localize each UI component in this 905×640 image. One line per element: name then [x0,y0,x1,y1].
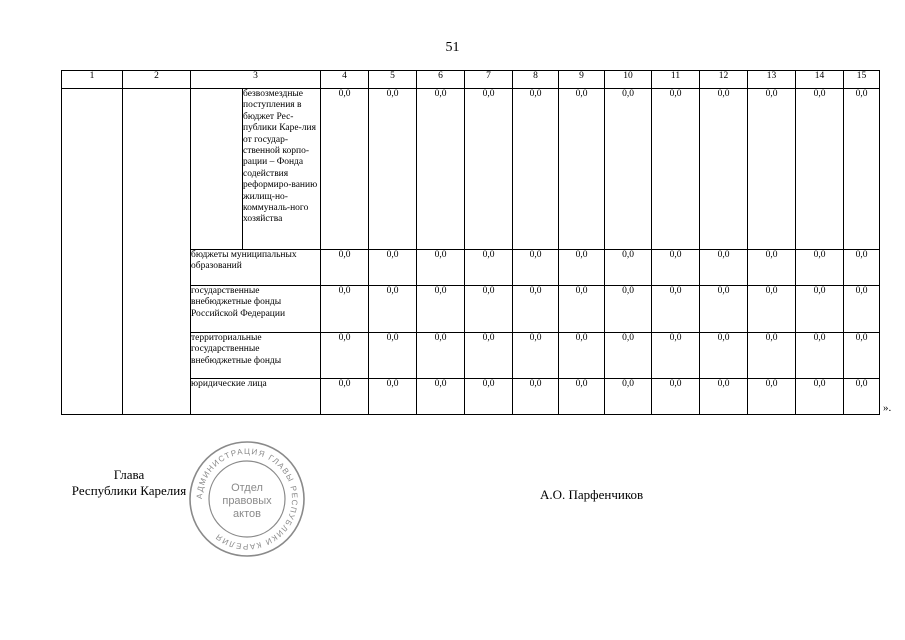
page-number: 51 [445,40,460,55]
value-cell: 0,0 [559,379,605,415]
value-cell: 0,0 [559,333,605,379]
value-cell: 0,0 [369,250,417,286]
value-cell: 0,0 [321,379,369,415]
row-label: территориальные государственные внебюджетные фонды [191,333,321,379]
value-cell: 0,0 [465,379,513,415]
value-cell: 0,0 [513,286,559,333]
value-cell: 0,0 [844,379,880,415]
row-label: государственные внебюджетные фонды Российской Федерации [191,286,321,333]
value-cell: 0,0 [559,89,605,250]
value-cell: 0,0 [465,250,513,286]
header-cell: 2 [123,71,191,89]
value-cell: 0,0 [605,89,652,250]
value-cell: 0,0 [652,286,700,333]
header-cell: 4 [321,71,369,89]
value-cell: 0,0 [369,89,417,250]
value-cell: 0,0 [748,286,796,333]
stamp-center-line3: актов [233,508,261,520]
value-cell: 0,0 [844,286,880,333]
value-cell: 0,0 [321,89,369,250]
header-cell: 9 [559,71,605,89]
stamp-ring-text: АДМИНИСТРАЦИЯ ГЛАВЫ РЕСПУБЛИКИ КАРЕЛИЯ [194,446,300,552]
value-cell: 0,0 [748,250,796,286]
value-cell: 0,0 [369,379,417,415]
value-cell: 0,0 [700,379,748,415]
header-cell: 12 [700,71,748,89]
value-cell: 0,0 [559,250,605,286]
value-cell: 0,0 [796,286,844,333]
value-cell: 0,0 [748,379,796,415]
value-cell: 0,0 [417,379,465,415]
header-cell: 10 [605,71,652,89]
empty-cell-col1 [62,89,123,415]
value-cell: 0,0 [417,286,465,333]
header-row [62,71,880,89]
value-cell: 0,0 [417,333,465,379]
value-cell: 0,0 [369,333,417,379]
value-cell: 0,0 [652,379,700,415]
value-cell: 0,0 [605,333,652,379]
header-cell: 7 [465,71,513,89]
value-cell: 0,0 [513,89,559,250]
value-cell: 0,0 [605,286,652,333]
value-cell: 0,0 [796,89,844,250]
value-cell: 0,0 [748,333,796,379]
value-cell: 0,0 [321,333,369,379]
signatory-title [62,467,196,499]
value-cell: 0,0 [652,89,700,250]
value-cell: 0,0 [796,379,844,415]
stamp-center-line1: Отдел [231,482,263,494]
header-cell: 14 [796,71,844,89]
value-cell: 0,0 [465,333,513,379]
header-cell: 6 [417,71,465,89]
value-cell: 0,0 [796,333,844,379]
stamp-center-line2: правовых [222,495,272,507]
value-cell: 0,0 [321,286,369,333]
value-cell: 0,0 [559,286,605,333]
signatory-title-line2: Республики Карелия [71,483,187,498]
value-cell: 0,0 [465,286,513,333]
empty-cell-col2 [123,89,191,415]
table-row [62,89,880,250]
value-cell: 0,0 [513,379,559,415]
closing-quote: ». [883,402,892,414]
value-cell: 0,0 [700,286,748,333]
value-cell: 0,0 [513,250,559,286]
header-cell: 8 [513,71,559,89]
empty-cell-col3 [191,89,243,250]
value-cell: 0,0 [844,89,880,250]
header-cell: 5 [369,71,417,89]
value-cell: 0,0 [700,89,748,250]
official-stamp [187,439,307,559]
value-cell: 0,0 [369,286,417,333]
value-cell: 0,0 [652,250,700,286]
header-cell: 15 [844,71,880,89]
value-cell: 0,0 [844,250,880,286]
value-cell: 0,0 [796,250,844,286]
value-cell: 0,0 [605,379,652,415]
signatory-name: А.О. Парфенчиков [540,487,644,502]
value-cell: 0,0 [700,250,748,286]
value-cell: 0,0 [605,250,652,286]
row-label: бюджеты муниципальных образований [191,250,321,286]
value-cell: 0,0 [700,333,748,379]
row-label: юридические лица [191,379,321,415]
value-cell: 0,0 [417,250,465,286]
header-cell: 13 [748,71,796,89]
value-cell: 0,0 [844,333,880,379]
signatory-title-line1: Глава [113,467,145,482]
budget-table [61,70,880,415]
value-cell: 0,0 [513,333,559,379]
header-cell: 11 [652,71,700,89]
value-cell: 0,0 [417,89,465,250]
value-cell: 0,0 [465,89,513,250]
header-cell: 3 [191,71,321,89]
value-cell: 0,0 [652,333,700,379]
value-cell: 0,0 [748,89,796,250]
header-cell: 1 [62,71,123,89]
row-label: безвозмездные поступления в бюджет Рес-публики Каре-лия от государ-ственной корпо-рации – Фонда содействия реформиро-ванию жилищ-но-коммуналь-ного хозяйства [243,89,321,250]
value-cell: 0,0 [321,250,369,286]
